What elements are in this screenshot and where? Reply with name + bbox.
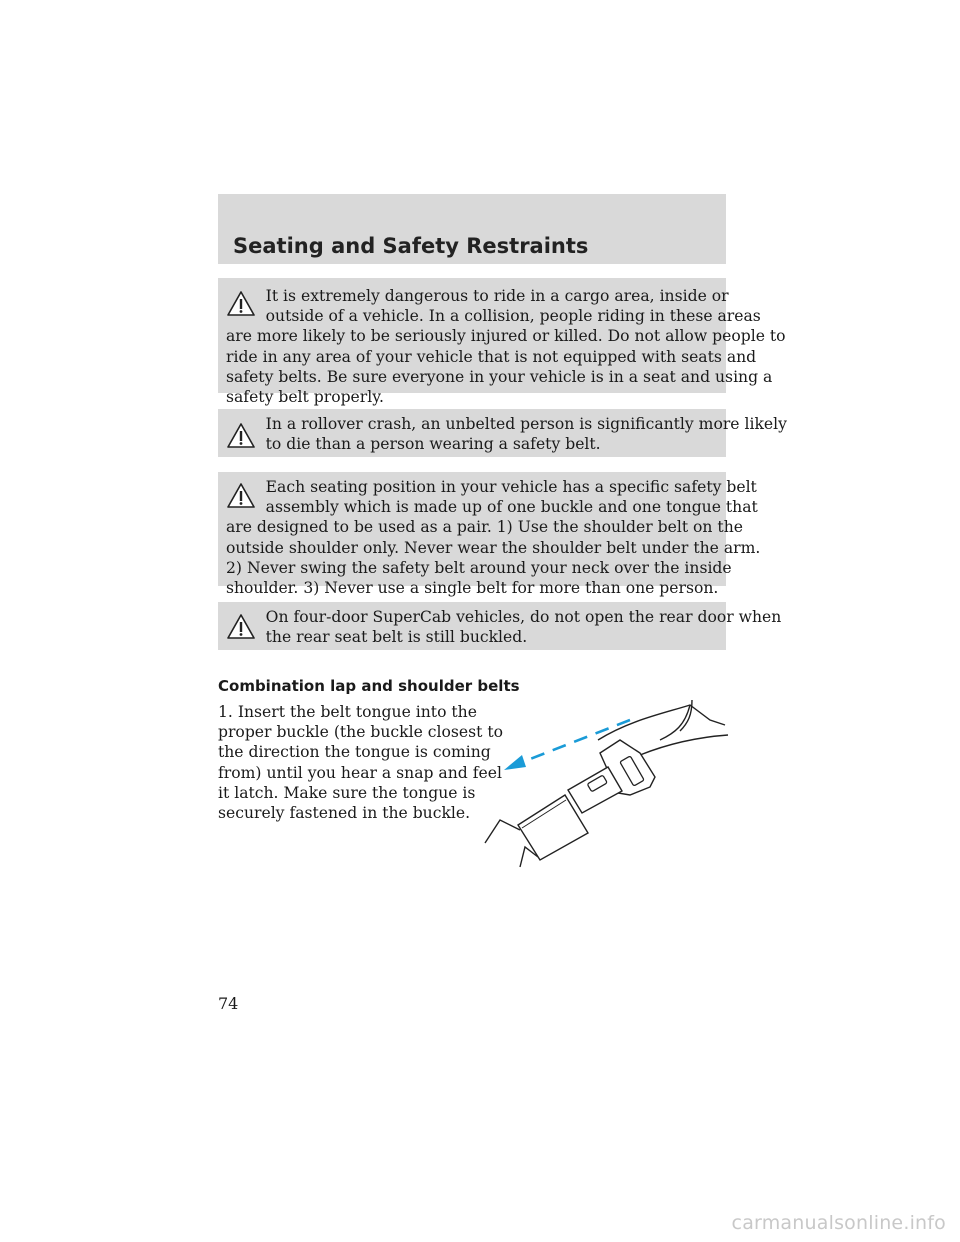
section-heading: Combination lap and shoulder belts (218, 677, 520, 695)
warning-text: On four-door SuperCab vehicles, do not open the rear door when the rear seat belt is still buckled. (265, 608, 782, 647)
page-title: Seating and Safety Restraints (233, 234, 589, 258)
warning-box (218, 472, 761, 598)
seat-belt-buckle-illustration (480, 695, 730, 875)
warning-box (218, 278, 786, 407)
warning-text: It is extremely dangerous to ride in a cargo area, inside or outside of a vehicle. In a collision, people riding in these areas are more likely to be seriously injured or killed. Do not allow people to ride in any area of your vehicle that is not equipped with seats and safety belts. Be sure everyone in your vehicle is in a seat and using a safety belt properly. (226, 287, 786, 407)
warning-box (218, 602, 782, 650)
instruction-text: 1. Insert the belt tongue into the proper buckle (the buckle closest to the direction the tongue is coming from) until you hear a snap and feel it latch. Make sure the tongue is securely fastened in the buckle. (218, 703, 504, 823)
warning-box (218, 409, 787, 457)
watermark: carmanualsonline.info (731, 1212, 946, 1234)
page-number: 74 (218, 994, 239, 1013)
warning-text: Each seating position in your vehicle has a specific safety belt assembly which is made up of one buckle and one tongue that are designed to be used as a pair. 1) Use the shoulder belt on the outside shoulder only. Never wear the shoulder belt under the arm. 2) Never swing the safety belt around your neck over the inside shoulder. 3) Never use a single belt for more than one person. (226, 478, 761, 598)
warning-text: In a rollover crash, an unbelted person is significantly more likely to die than a person wearing a safety belt. (265, 415, 787, 454)
